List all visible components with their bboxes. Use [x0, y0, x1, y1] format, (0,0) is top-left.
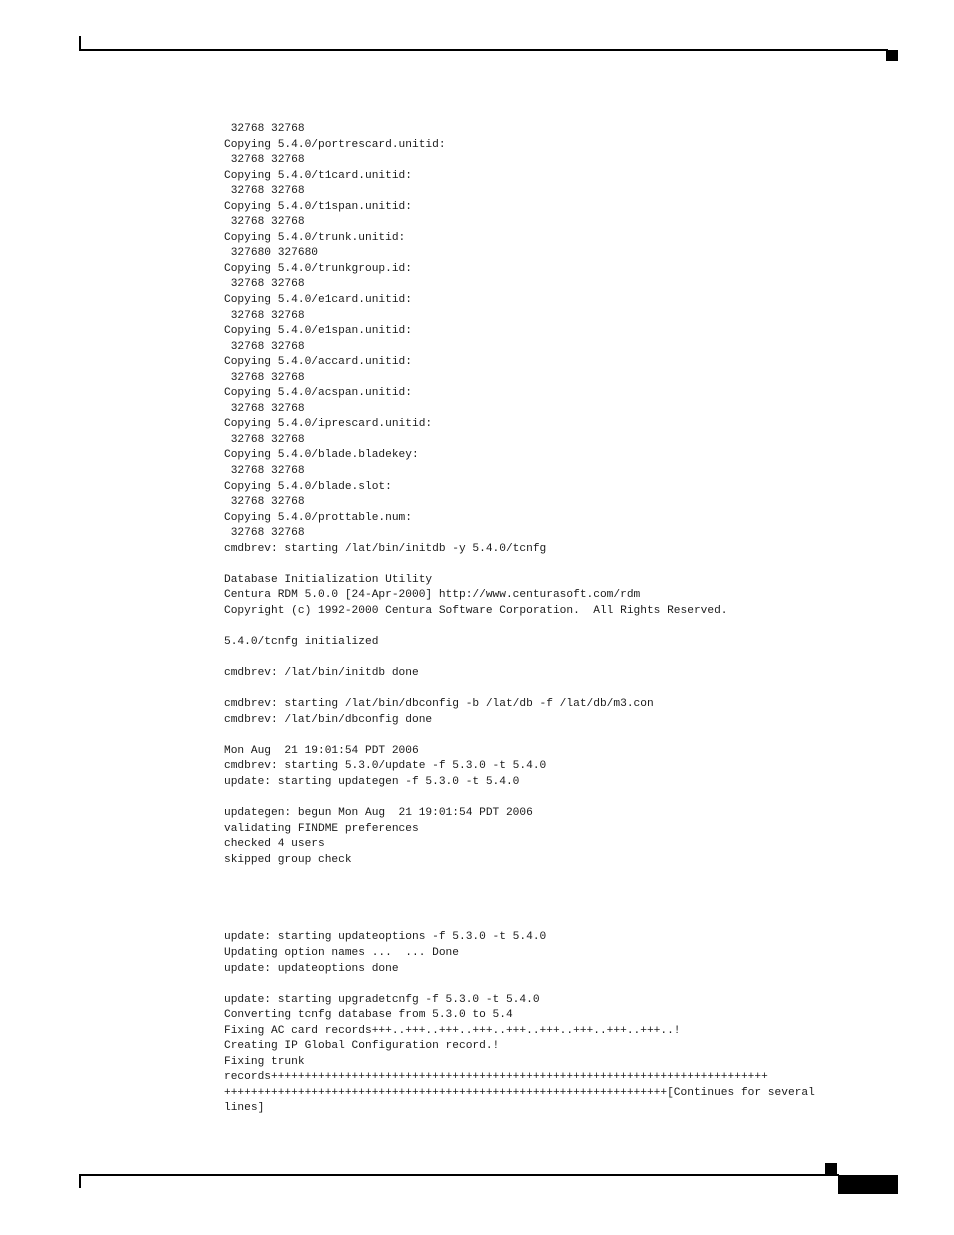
page-number-tab	[838, 1175, 898, 1194]
code-line: update: starting updateoptions -f 5.3.0 -t 5.4.0	[224, 931, 547, 944]
code-line: update: starting updategen -f 5.3.0 -t 5.4.0	[224, 775, 520, 788]
code-line: 32768 32768	[224, 433, 305, 446]
footer-rule-tick	[79, 1175, 81, 1188]
code-line: ++++++++++++++++++++++++++++++++++++++++++++++++++++++++++++++++++[Continues for several	[224, 1086, 815, 1099]
code-line: Converting tcnfg database from 5.3.0 to 5.4	[224, 1009, 513, 1022]
code-line: Mon Aug 21 19:01:54 PDT 2006	[224, 744, 419, 757]
code-line	[224, 682, 815, 698]
code-line: 327680 327680	[224, 247, 318, 260]
console-output-listing	[224, 122, 815, 1117]
code-line: update: starting upgradetcnfg -f 5.3.0 -t 5.4.0	[224, 993, 540, 1006]
code-line: checked 4 users	[224, 838, 325, 851]
code-line	[224, 884, 815, 900]
code-line: Fixing trunk	[224, 1055, 305, 1068]
code-line: 32768 32768	[224, 340, 305, 353]
code-line: Copying 5.4.0/blade.bladekey:	[224, 449, 419, 462]
code-line: Copying 5.4.0/trunk.unitid:	[224, 231, 406, 244]
code-line: cmdbrev: /lat/bin/initdb done	[224, 667, 419, 680]
code-line: 32768 32768	[224, 216, 305, 229]
header-marker	[886, 50, 898, 61]
code-line: 32768 32768	[224, 402, 305, 415]
code-line: Updating option names ... ... Done	[224, 946, 459, 959]
code-line	[224, 557, 815, 573]
code-line: 32768 32768	[224, 185, 305, 198]
code-line: Database Initialization Utility	[224, 573, 433, 586]
code-line: Copying 5.4.0/t1card.unitid:	[224, 169, 412, 182]
code-line: 32768 32768	[224, 278, 305, 291]
code-line: update: updateoptions done	[224, 962, 399, 975]
code-line: cmdbrev: starting 5.3.0/update -f 5.3.0 -t 5.4.0	[224, 760, 547, 773]
code-line	[224, 728, 815, 744]
code-line: 32768 32768	[224, 527, 305, 540]
code-line: Fixing AC card records+++..+++..+++..+++..+++..+++..+++..+++..+++..!	[224, 1024, 681, 1037]
code-line: Copying 5.4.0/prottable.num:	[224, 511, 412, 524]
code-line: Copying 5.4.0/e1span.unitid:	[224, 325, 412, 338]
code-line	[224, 915, 815, 931]
code-line: records++++++++++++++++++++++++++++++++++++++++++++++++++++++++++++++++++++++++++	[224, 1071, 768, 1084]
footer-rule	[79, 1174, 839, 1176]
code-line: cmdbrev: starting /lat/bin/dbconfig -b /lat/db -f /lat/db/m3.con	[224, 698, 654, 711]
code-line: Copying 5.4.0/iprescard.unitid:	[224, 418, 433, 431]
code-line: 32768 32768	[224, 309, 305, 322]
code-line: Copying 5.4.0/acspan.unitid:	[224, 387, 412, 400]
code-line	[224, 899, 815, 915]
code-line	[224, 620, 815, 636]
code-line	[224, 651, 815, 667]
code-line: Copying 5.4.0/e1card.unitid:	[224, 294, 412, 307]
code-line: validating FINDME preferences	[224, 822, 419, 835]
code-line	[224, 868, 815, 884]
code-line: Copying 5.4.0/accard.unitid:	[224, 356, 412, 369]
code-line	[224, 977, 815, 993]
header-rule	[79, 49, 888, 51]
code-line	[224, 791, 815, 807]
code-line: updategen: begun Mon Aug 21 19:01:54 PDT 2006	[224, 807, 533, 820]
code-line: 32768 32768	[224, 123, 305, 135]
code-line: 5.4.0/tcnfg initialized	[224, 636, 379, 649]
code-line: cmdbrev: starting /lat/bin/initdb -y 5.4.0/tcnfg	[224, 542, 547, 555]
code-line: 32768 32768	[224, 371, 305, 384]
code-line: 32768 32768	[224, 496, 305, 509]
footer-marker	[825, 1163, 837, 1174]
code-line: Copying 5.4.0/portrescard.unitid:	[224, 138, 446, 151]
code-line: Copying 5.4.0/t1span.unitid:	[224, 200, 412, 213]
code-line: Copyright (c) 1992-2000 Centura Software Corporation. All Rights Reserved.	[224, 604, 728, 617]
code-line: Copying 5.4.0/trunkgroup.id:	[224, 262, 412, 275]
code-line: lines]	[224, 1102, 265, 1115]
code-line: Copying 5.4.0/blade.slot:	[224, 480, 392, 493]
code-line: Centura RDM 5.0.0 [24-Apr-2000] http://www.centurasoft.com/rdm	[224, 589, 641, 602]
code-line: Creating IP Global Configuration record.!	[224, 1040, 500, 1053]
code-line: 32768 32768	[224, 465, 305, 478]
code-line: skipped group check	[224, 853, 352, 866]
code-line: cmdbrev: /lat/bin/dbconfig done	[224, 713, 433, 726]
code-line: 32768 32768	[224, 154, 305, 167]
